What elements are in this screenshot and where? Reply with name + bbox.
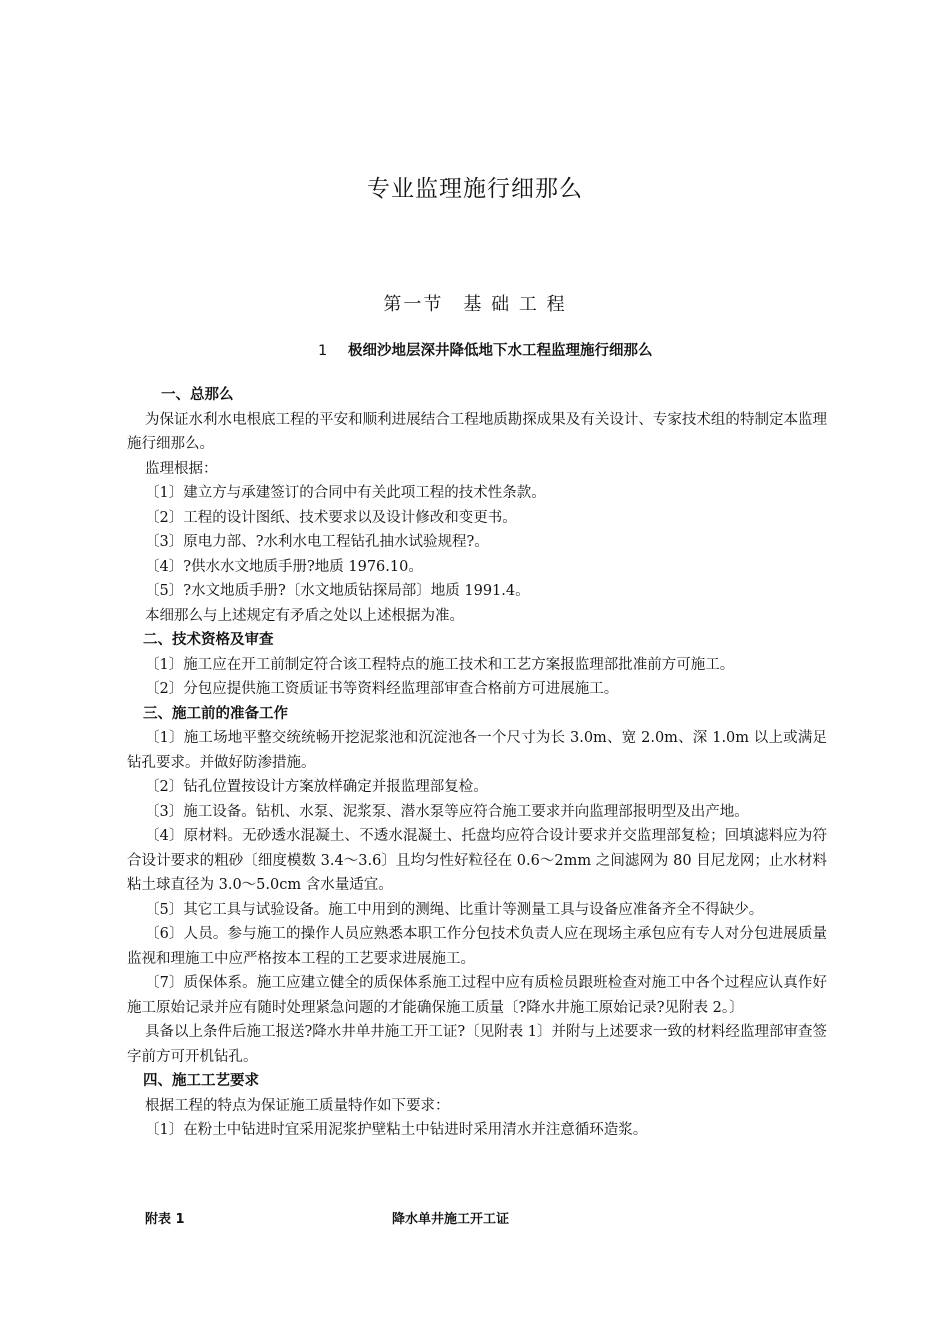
paragraph: 〔3〕施工设备。钻机、水泵、泥浆泵、潜水泵等应符合施工要求并向监理部报明型及出产地。 <box>145 803 749 820</box>
paragraph: 〔2〕分包应提供施工资质证书等资料经监理部审查合格前方可进展施工。 <box>145 681 619 697</box>
paragraph: 〔4〕原材料。无砂透水混凝土、不透水混凝土、托盘均应符合设计要求并交监理部复检；回填滤料应为符合设计要求的粗砂〔细度模数 3.4～3.6〕且均匀性好粒径在 0.6～2mm 之间滤网为 80 目尼龙网；止水材料粘土球直径为 3.0～5.0cm 含水量适宜。 <box>127 828 827 893</box>
paragraph: 〔7〕质保体系。施工应建立健全的质保体系施工过程中应有质检员跟班检查对施工中各个过程应认真作好施工原始记录并应有随时处理紧急问题的才能确保施工质量〔?降水井施工原始记录?见附表 2。〕 <box>127 975 827 1016</box>
section-title: 第一节 基 础 工 程 <box>383 294 567 315</box>
paragraph: 〔2〕钻孔位置按设计方案放样确定并报监理部复检。 <box>145 779 488 795</box>
paragraph: 本细那么与上述规定有矛盾之处以上述根据为准。 <box>145 607 464 624</box>
paragraph: 具备以上条件后施工报送?降水井单井施工开工证?〔见附表 1〕并附与上述要求一致的材料经监理部审查签字前方可开机钻孔。 <box>127 1024 827 1065</box>
paragraph: 〔3〕原电力部、?水利水电工程钻孔抽水试验规程?。 <box>145 534 489 550</box>
paragraph: 监理根据： <box>145 460 218 477</box>
section-heading: 二、技术资格及审查 <box>143 632 274 648</box>
paragraph: 〔5〕?水文地质手册?〔水文地质钻探局部〕地质 1991.4。 <box>145 583 530 599</box>
subsection-heading <box>318 339 653 360</box>
paragraph: 根据工程的特点为保证施工质量特作如下要求： <box>145 1097 450 1114</box>
section-heading: 三、施工前的准备工作 <box>143 705 288 722</box>
appendix-caption <box>0 1208 950 1228</box>
subsection-title: 极细沙地层深井降低地下水工程监理施行细那么 <box>348 343 653 359</box>
paragraph: 〔4〕?供水水文地质手册?地质 1976.10。 <box>145 558 423 575</box>
paragraph: 〔1〕建立方与承建签订的合同中有关此项工程的技术性条款。 <box>145 485 546 501</box>
appendix-title: 降水单井施工开工证 <box>392 1212 510 1227</box>
document-body <box>127 383 827 1143</box>
document-title: 专业监理施行细那么 <box>367 176 583 202</box>
paragraph: 〔1〕在粉土中钻进时宜采用泥浆护壁粘土中钻进时采用清水并注意循环造浆。 <box>145 1122 648 1138</box>
subsection-number: 1 <box>318 343 328 359</box>
section-heading: 一、总那么 <box>161 387 234 403</box>
paragraph: 为保证水利水电根底工程的平安和顺利进展结合工程地质勘探成果及有关设计、专家技术组的特制定本监理施行细那么。 <box>127 411 827 452</box>
paragraph: 〔1〕施工应在开工前制定符合该工程特点的施工技术和工艺方案报监理部批准前方可施工。 <box>145 656 735 673</box>
section-heading: 四、施工工艺要求 <box>143 1073 259 1089</box>
paragraph: 〔2〕工程的设计图纸、技术要求以及设计修改和变更书。 <box>145 509 517 526</box>
paragraph: 〔6〕人员。参与施工的操作人员应熟悉本职工作分包技术负责人应在现场主承包应有专人对分包进展质量监视和理施工中应严格按本工程的工艺要求进展施工。 <box>127 926 827 967</box>
appendix-label: 附表 1 <box>145 1212 185 1227</box>
paragraph: 〔1〕施工场地平整交统统畅开挖泥浆池和沉淀池各一个尺寸为长 3.0m、宽 2.0m、深 1.0m 以上或满足钻孔要求。并做好防渗措施。 <box>127 730 827 771</box>
paragraph: 〔5〕其它工具与试验设备。施工中用到的测绳、比重计等测量工具与设备应准备齐全不得缺少。 <box>145 901 764 918</box>
